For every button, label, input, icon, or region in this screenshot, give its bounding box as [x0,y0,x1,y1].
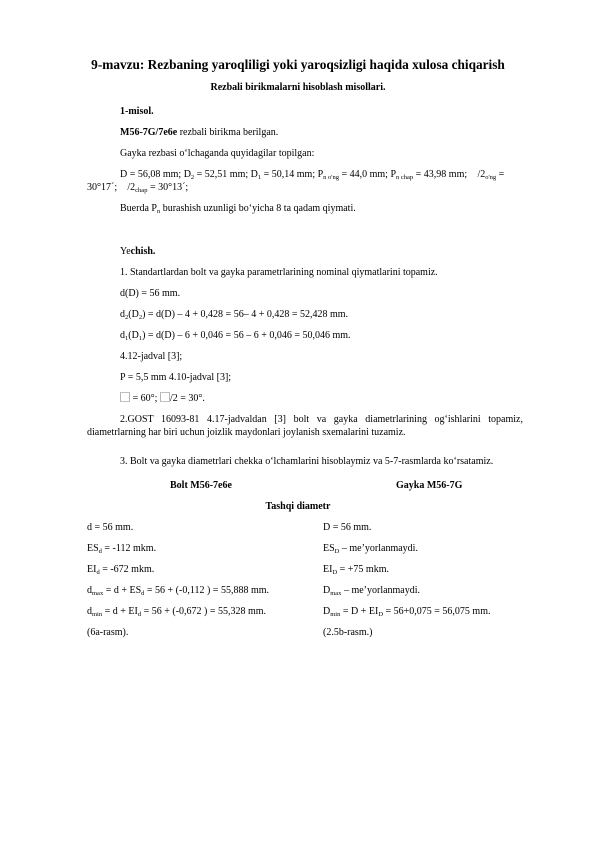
ei-value: = -672 mkm. [99,564,155,575]
bolt-es [87,542,156,555]
ei-value: = +75 mkm. [337,564,389,575]
angle-right: 30°17´; [87,182,128,193]
solution-heading [120,245,155,258]
d2-symbol: d [120,309,125,320]
subscript: min [330,611,341,618]
d1-open: (D [128,330,139,341]
note-line [120,202,356,215]
half-angle-value: /2 = 30°. [169,393,205,404]
bolt-ei [87,563,154,576]
page-title: 9-mavzu: Rezbaning yaroqliligi yoki yaroqsizligi haqida xulosa chiqarish [91,57,505,72]
bolt-d: d = 56 mm. [87,522,134,533]
subscript: D [332,569,338,576]
es-value: – me’yorlanmaydi. [339,543,418,554]
subscript: D [334,548,340,555]
bolt-dmax [87,584,269,597]
d2-formula [120,308,348,321]
equals: = [496,169,505,180]
solution-heading-prefix: Ye [120,246,131,257]
nut-es [323,542,418,555]
d2-open: (D [128,309,139,320]
half-angle: /2 [477,169,486,180]
subscript: max [92,590,104,597]
dmax-value: = 56 + (-0,112 ) = 55,888 mm. [144,585,270,596]
measured-pn-right: = 44,0 mm; P [338,169,397,180]
subscript: 2 [138,314,143,321]
dmin-symbol: D [323,606,331,617]
subscript: max [330,590,342,597]
subscript: D [378,611,384,618]
subscript: d [141,590,145,597]
step-3: 3. Bolt va gayka diametrlari chekka o‘lchamlarini hisoblaymiz va 5-7-rasmlarda ko‘rsatamiz. [120,456,494,467]
subscript: n chap [396,174,414,181]
note-end: burashish uzunligi bo‘yicha 8 ta qadam qiymati. [160,203,356,214]
ei-symbol: EI [87,564,97,575]
angle-left: = 30°13´; [147,182,189,193]
d1-calc: ) = d(D) – 6 + 0,046 = 56 – 6 + 0,046 = 50,046 mm. [142,330,351,341]
solution-heading-bold: chish. [130,246,156,257]
missing-glyph-icon: ⃞ [120,393,130,404]
es-symbol: ES [323,543,335,554]
measured-d: D = 56,08 mm; D [120,169,191,180]
nut-d: D = 56 mm. [323,522,372,533]
section-header: Tashqi diametr [265,501,331,512]
subscript: n o'ng [323,174,339,181]
bolt-figure-ref: (6a-rasm). [87,627,129,638]
dmin-symbol: d [87,606,92,617]
given-line [120,126,278,139]
step-1: 1. Standartlardan bolt va gayka parametrlarining nominal qiymatlarini topamiz. [120,267,438,278]
d2-calc: ) = d(D) – 4 + 0,428 = 56– 4 + 0,428 = 52,428 mm. [142,309,349,320]
note-start: Buerda P [120,203,157,214]
measured-pn-left: = 43,98 mm; [413,169,478,180]
dmin-value: = 56+0,075 = 56,075 mm. [383,606,491,617]
dmax-symbol: d [87,585,92,596]
nut-ei [323,563,389,576]
pitch-line: P = 5,5 mm 4.10-jadval [3]; [120,372,232,383]
example-heading: 1-misol. [120,106,154,117]
subscript: 2 [125,314,129,321]
table-ref: 4.12-jadval [3]; [120,351,183,362]
nut-dmin [323,605,491,618]
half-angle: /2 [127,182,136,193]
subscript: d [96,569,100,576]
dmin-expr: = d + EI [102,606,138,617]
subscript: 1 [257,174,262,181]
dmax-expr: = d + ES [103,585,142,596]
measured-d1: = 50,14 mm; P [261,169,324,180]
bolt-header: Bolt M56-7e6e [170,480,232,491]
subscript: 2 [190,174,195,181]
angle-value: = 60°; [130,393,170,404]
subscript: min [92,611,103,618]
dmin-expr: = D + EI [340,606,379,617]
es-value: = -112 mkm. [101,543,157,554]
subscript: 1 [138,335,143,342]
dmax-value: – me’yorlanmaydi. [341,585,421,596]
thread-code: M56-7G/7e6e [120,127,178,138]
measured-line-1 [120,168,504,181]
measured-line-2 [87,181,188,194]
given-text: rezbali birikma berilgan. [177,127,279,138]
d-nominal: d(D) = 56 mm. [120,288,181,299]
bolt-dmin [87,605,266,618]
dmax-symbol: D [323,585,331,596]
dmin-value: = 56 + (-0,672 ) = 55,328 mm. [141,606,267,617]
subscript: d [137,611,142,618]
angle-line [120,392,205,405]
es-symbol: ES [87,543,99,554]
subscript: n [156,208,161,215]
nut-figure-ref: (2.5b-rasm.) [323,627,373,638]
subscript: chap [135,187,148,194]
nut-dmax [323,584,420,597]
subscript: 1 [125,335,129,342]
subscript: o'ng [485,174,497,181]
d1-symbol: d [120,330,125,341]
subscript: d [98,548,102,555]
nut-header: Gayka M56-7G [396,480,463,491]
d1-formula [120,329,351,342]
measured-d2: = 52,51 mm; D [194,169,258,180]
ei-symbol: EI [323,564,333,575]
measured-intro: Gayka rezbasi o‘lchaganda quyidagilar topilgan: [120,148,315,159]
step-2: 2.GOST 16093-81 4.17-jadvaldan [3] bolt va gayka diametrlarining og‘ishlarini topamiz, diametrlarning har biri uchun joizlik maydonlari joylanish sxemalarini tuzamiz. [87,414,523,438]
page-subtitle: Rezbali birikmalarni hisoblash misollari. [210,82,386,93]
